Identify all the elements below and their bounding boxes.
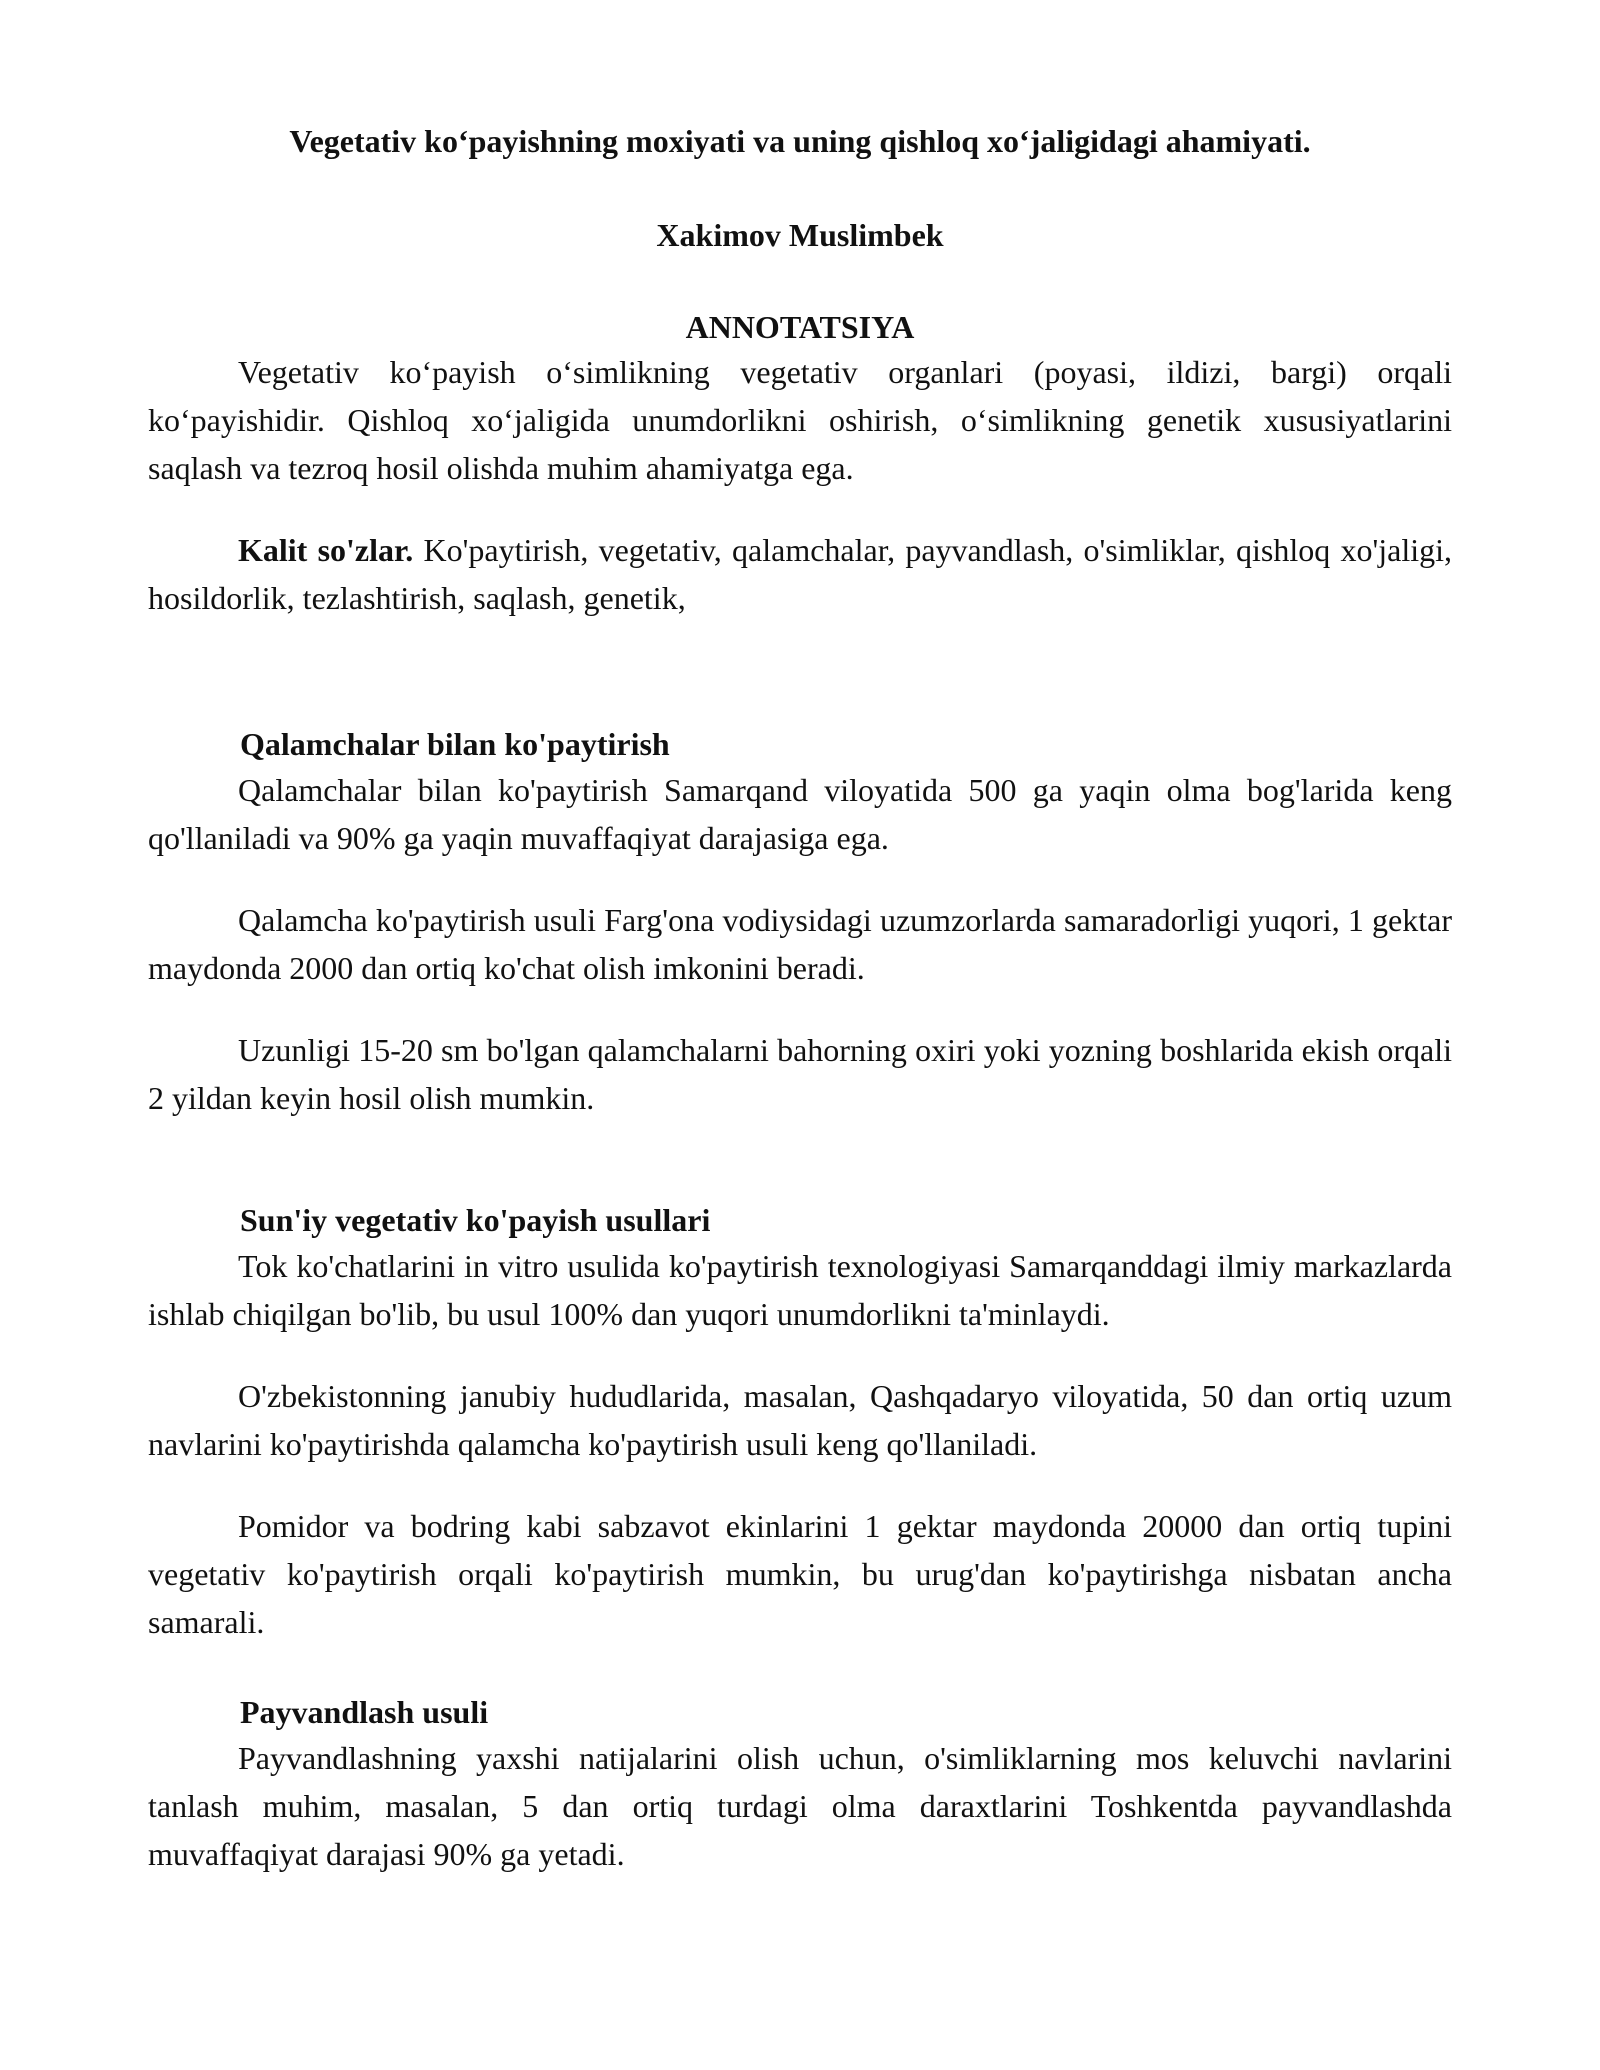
- section-paragraph: Uzunligi 15-20 sm bo'lgan qalamchalarni bahorning oxiri yoki yozning boshlarida ekish orqali 2 yildan keyin hosil olish mumkin.: [148, 1032, 1452, 1116]
- section-paragraph: Tok ko'chatlarini in vitro usulida ko'paytirish texnologiyasi Samarqanddagi ilmiy markazlarda ishlab chiqilgan bo'lib, bu usul 100% dan yuqori unumdorlikni ta'minlaydi.: [148, 1248, 1452, 1332]
- section-paragraph: Qalamcha ko'paytirish usuli Farg'ona vodiysidagi uzumzorlarda samaradorligi yuqori, 1 gektar maydonda 2000 dan ortiq ko'chat olish imkonini beradi.: [148, 902, 1452, 986]
- section-title: Payvandlash usuli: [240, 1694, 489, 1730]
- section-paragraph: Qalamchalar bilan ko'paytirish Samarqand viloyatida 500 ga yaqin olma bog'larida keng qo'llaniladi va 90% ga yaqin muvaffaqiyat darajasiga ega.: [148, 772, 1452, 856]
- paper-title: Vegetativ koʻpayishning moxiyati va uning qishloq xoʻjaligidagi ahamiyati.: [289, 123, 1311, 159]
- keywords-text: Ko'paytirish, vegetativ, qalamchalar, payvandlash, o'simliklar, qishloq xo'jaligi, hosildorlik, tezlashtirish, saqlash, genetik,: [148, 532, 1452, 616]
- section-artificial-propagation: [148, 1198, 1452, 1646]
- section-grafting: [148, 1690, 1452, 1878]
- keywords-paragraph: [148, 526, 1452, 622]
- section-paragraph: Payvandlashning yaxshi natijalarini olish uchun, o'simliklarning mos keluvchi navlarini tanlash muhim, masalan, 5 dan ortiq turdagi olma daraxtlarini Toshkentda payvandlashda muvaffaqiyat darajasi 90% ga yetadi.: [148, 1740, 1452, 1872]
- section-cuttings: [148, 722, 1452, 1122]
- section-title: Qalamchalar bilan ko'paytirish: [240, 726, 670, 762]
- section-paragraph: O'zbekistonning janubiy hududlarida, masalan, Qashqadaryo viloyatida, 50 dan ortiq uzum navlarini ko'paytirishda qalamcha ko'paytirish usuli keng qo'llaniladi.: [148, 1378, 1452, 1462]
- annotation-heading: ANNOTATSIYA: [685, 309, 915, 345]
- author-name: Xakimov Muslimbek: [656, 217, 944, 253]
- section-paragraph: Pomidor va bodring kabi sabzavot ekinlarini 1 gektar maydonda 20000 dan ortiq tupini vegetativ ko'paytirish orqali ko'paytirish mumkin, bu urug'dan ko'paytirishga nisbatan ancha samarali.: [148, 1508, 1452, 1640]
- keywords-label: Kalit so'zlar.: [238, 532, 414, 568]
- document-page: [148, 120, 1452, 1878]
- section-title: Sun'iy vegetativ ko'payish usullari: [240, 1202, 711, 1238]
- annotation-text: Vegetativ koʻpayish oʻsimlikning vegetativ organlari (poyasi, ildizi, bargi) orqali koʻpayishidir. Qishloq xoʻjaligida unumdorlikni oshirish, oʻsimlikning genetik xususiyatlarini saqlash va tezroq hosil olishda muhim ahamiyatga ega.: [148, 354, 1452, 486]
